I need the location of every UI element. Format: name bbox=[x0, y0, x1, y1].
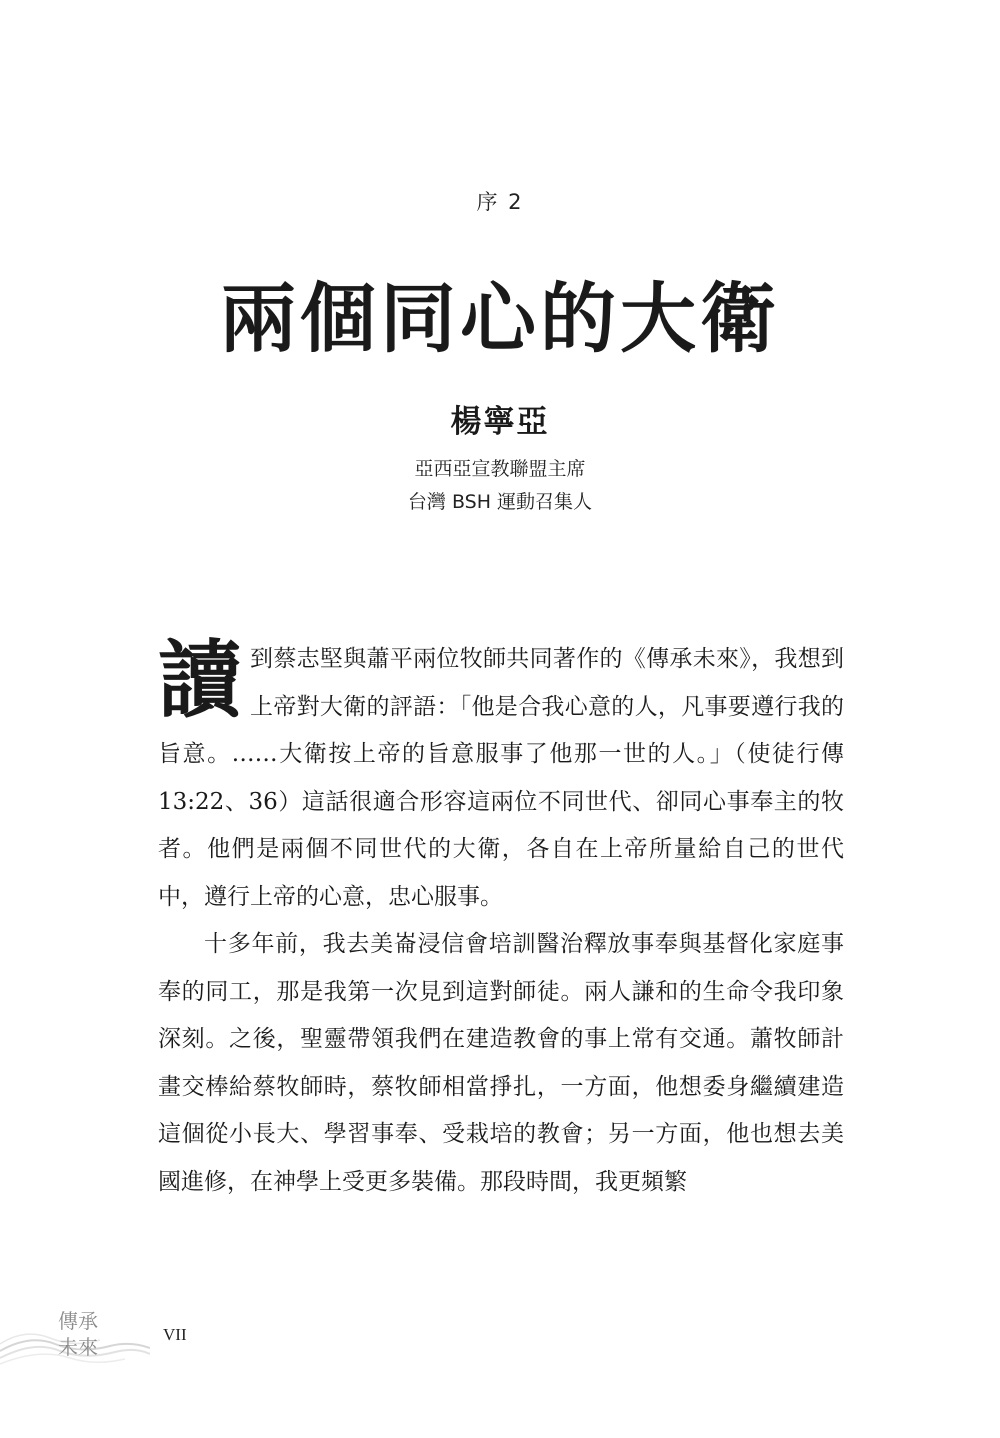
paragraph-2: 十多年前，我去美崙浸信會培訓醫治釋放事奉與基督化家庭事奉的同工，那是我第一次見到這對師徒。兩人謙和的生命令我印象深刻。之後，聖靈帶領我們在建造教會的事上常有交通。蕭牧師計畫交棒給蔡牧師時，蔡牧師相當掙扎，一方面，他想委身繼續建造這個從小長大、學習事奉、受栽培的教會；另一方面，他也想去美國進修，在神學上受更多裝備。那段時間，我更頻繁 bbox=[158, 931, 844, 1195]
author-affiliation-1: 亞西亞宣教聯盟主席 bbox=[414, 458, 586, 480]
chapter-title: 兩個同心的大衛 bbox=[220, 274, 780, 363]
body-text bbox=[158, 630, 844, 1206]
drop-cap: 讀 bbox=[158, 630, 243, 729]
paragraph-1: 到蔡志堅與蕭平兩位牧師共同著作的《傳承未來》，我想到上帝對大衛的評語：「他是合我心意的人，凡事要遵行我的旨意。……大衛按上帝的旨意服事了他那一世的人。」（使徒行傳 13:22、36）這話很適合形容這兩位不同世代、卻同心事奉主的牧者。他們是兩個不同世代的大衛，各自在上帝所量給自己的世代中，遵行上帝的心意，忠心服事。 bbox=[158, 646, 844, 910]
author-affiliation-2: 台灣 BSH 運動召集人 bbox=[407, 491, 593, 513]
section-label: 序 2 bbox=[476, 190, 524, 214]
book-logo-text-2: 未來 bbox=[58, 1335, 98, 1359]
author-name: 楊寧亞 bbox=[450, 404, 550, 440]
page-number: VII bbox=[163, 1325, 187, 1344]
book-logo-text-1: 傳承 bbox=[58, 1309, 98, 1333]
